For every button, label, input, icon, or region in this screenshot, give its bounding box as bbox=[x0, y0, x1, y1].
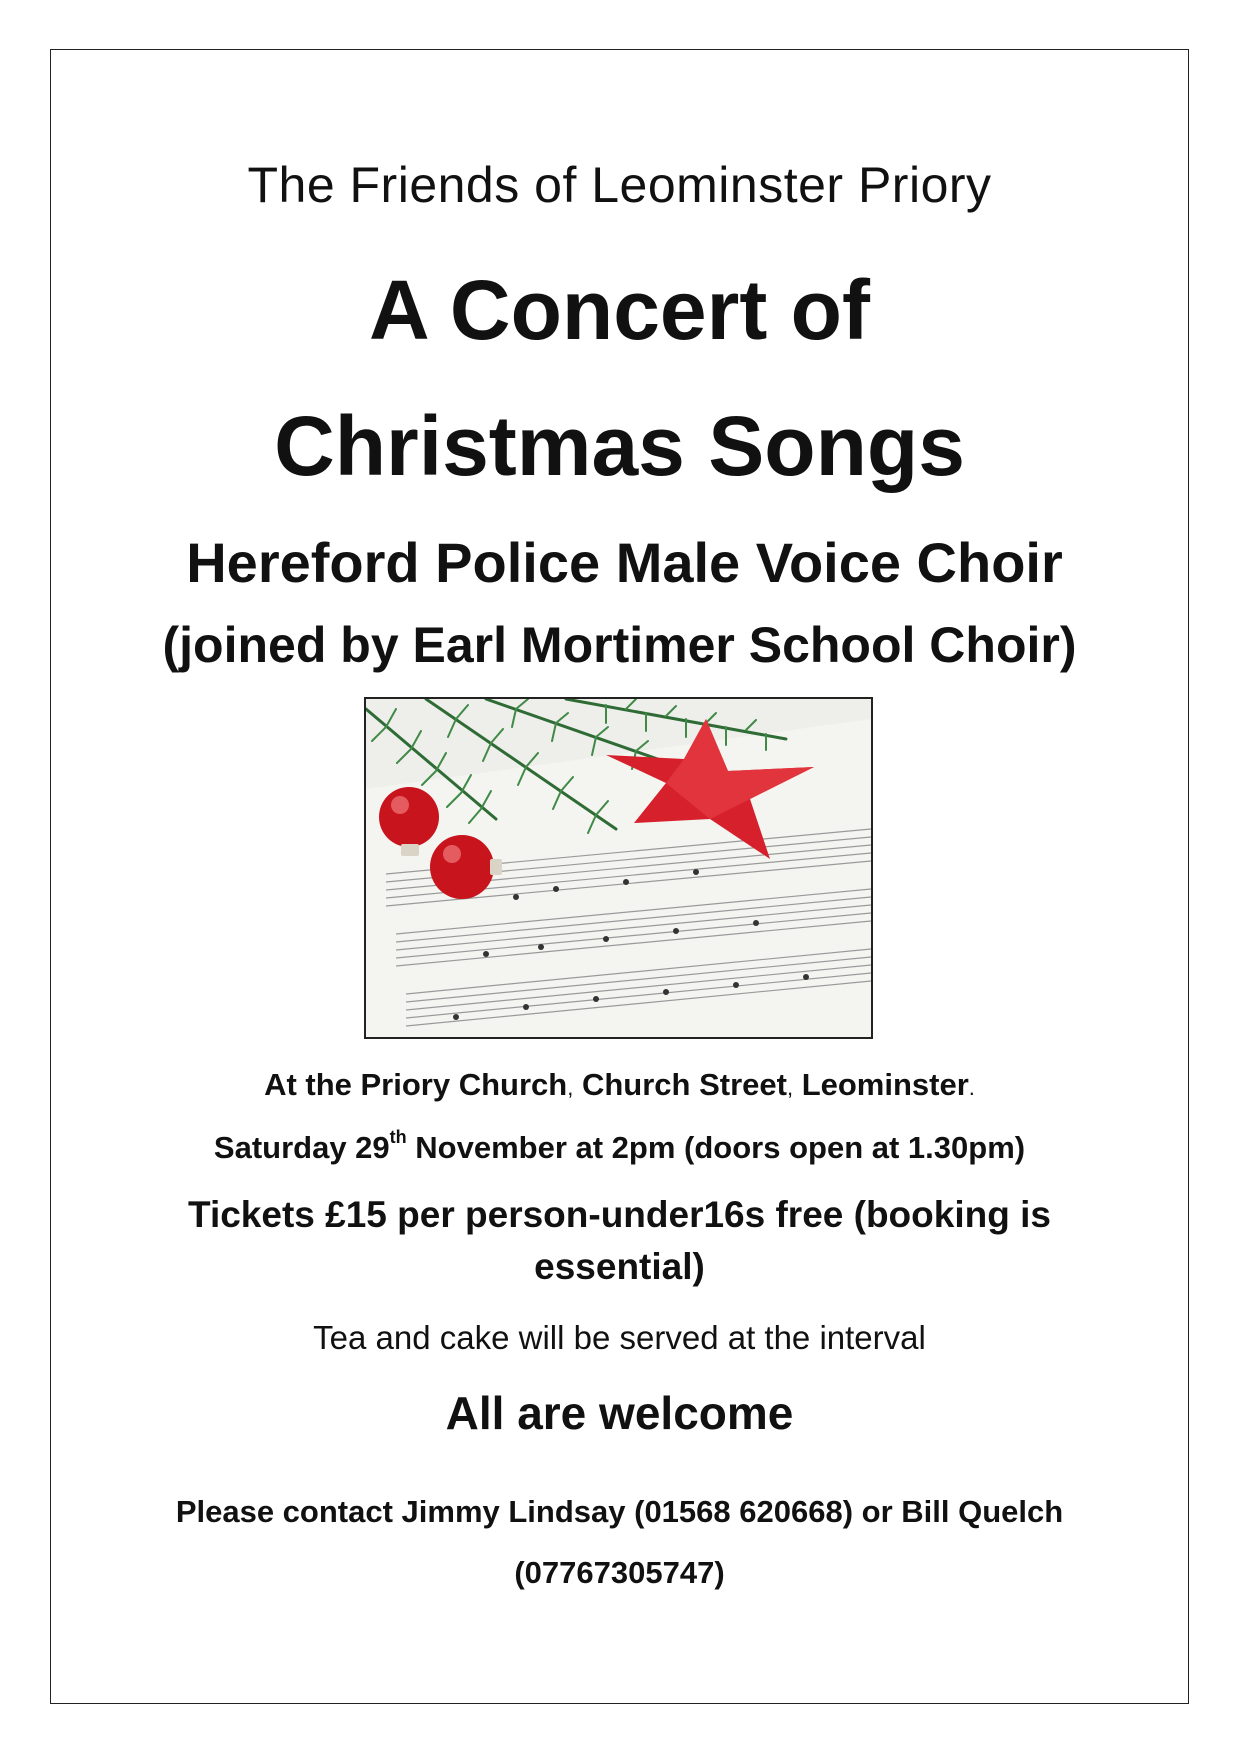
contact-line-1: Please contact Jimmy Lindsay (01568 620668) or Bill Quelch bbox=[175, 1494, 1064, 1529]
ticket-info-line-1: Tickets £15 per person-under16s free (booking is bbox=[188, 1194, 1051, 1235]
christmas-sheet-music-photo bbox=[364, 697, 873, 1039]
date-suffix: November at 2pm (doors open at 1.30pm) bbox=[406, 1130, 1026, 1165]
venue-separator: , bbox=[786, 1075, 794, 1100]
ticket-info-line-2: essential) bbox=[534, 1246, 705, 1287]
organiser-heading: The Friends of Leominster Priory bbox=[247, 157, 992, 213]
welcome-message: All are welcome bbox=[445, 1387, 794, 1439]
date-prefix: Saturday 29 bbox=[213, 1130, 390, 1165]
venue-end: . bbox=[968, 1075, 975, 1100]
venue-town: Leominster bbox=[793, 1067, 969, 1102]
venue-separator: , bbox=[567, 1075, 574, 1100]
event-date-time bbox=[50, 1126, 1189, 1166]
venue-address bbox=[50, 1067, 1189, 1103]
date-ordinal: th bbox=[389, 1126, 407, 1147]
venue-street: Church Street bbox=[573, 1067, 787, 1102]
refreshments-note: Tea and cake will be served at the interval bbox=[313, 1319, 926, 1356]
concert-title-line-2: Christmas Songs bbox=[274, 399, 965, 493]
guest-choir: (joined by Earl Mortimer School Choir) bbox=[162, 617, 1077, 673]
venue-church: At the Priory Church bbox=[264, 1067, 568, 1102]
performer-name: Hereford Police Male Voice Choir bbox=[186, 531, 1063, 594]
concert-title-line-1: A Concert of bbox=[369, 263, 870, 357]
contact-line-2: (07767305747) bbox=[514, 1555, 725, 1590]
